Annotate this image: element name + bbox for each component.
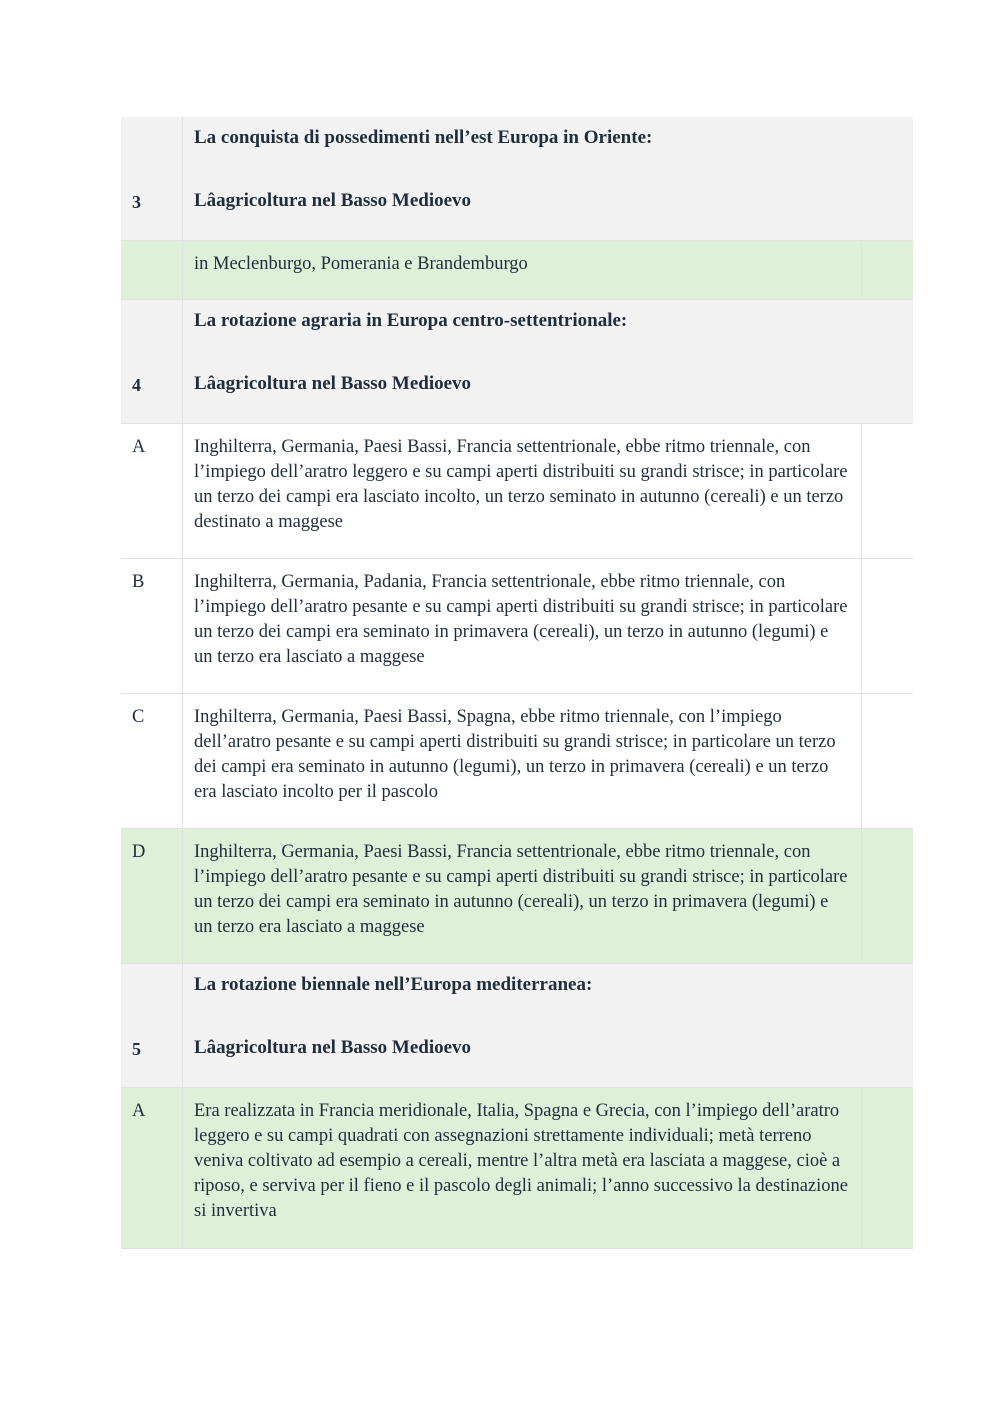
option-letter: B [121, 559, 183, 693]
answer-option[interactable] [121, 241, 913, 300]
question-number: 3 [132, 192, 141, 212]
question-header [121, 117, 913, 241]
question-header [121, 300, 913, 424]
question-subtitle: Lâagricoltura nel Basso Medioevo [194, 373, 472, 394]
option-letter [121, 241, 183, 299]
option-text: in Meclenburgo, Pomerania e Brandemburgo [194, 254, 528, 274]
answer-option[interactable] [121, 694, 913, 829]
question-title: La rotazione agraria in Europa centro-settentrionale: [194, 310, 628, 331]
option-text: Inghilterra, Germania, Padania, Francia settentrionale, ebbe ritmo triennale, con l’impiego dell’aratro pesante e su campi aperti distribuiti su grandi strisce; in particolare un terzo dei campi era seminato in primavera (cereali), un terzo in autunno (legumi) e un terzo era lasciato a maggese [194, 572, 848, 667]
answer-option[interactable] [121, 559, 913, 694]
question-number: 4 [132, 375, 141, 395]
question-title: La rotazione biennale nell’Europa mediterranea: [194, 974, 593, 995]
question-number: 5 [132, 1039, 141, 1059]
option-letter: A [121, 1088, 183, 1248]
option-text: Era realizzata in Francia meridionale, Italia, Spagna e Grecia, con l’impiego dell’aratro leggero e su campi quadrati con assegnazioni strettamente individuali; metà terreno veniva coltivato ad esempio a cereali, mentre l’altra metà era lasciata a maggese, cioè a riposo, e serviva per il fieno e il pascolo degli animali; l’anno successivo la destinazione si invertiva [194, 1101, 848, 1221]
quiz-table [121, 117, 913, 1249]
option-text: Inghilterra, Germania, Paesi Bassi, Francia settentrionale, ebbe ritmo triennale, con l’impiego dell’aratro pesante e su campi aperti distribuiti su grandi strisce; in particolare un terzo dei campi era seminato in autunno (cereali), un terzo in primavera (legumi) e un terzo era lasciato a maggese [194, 842, 848, 937]
option-letter: C [121, 694, 183, 828]
option-letter: D [121, 829, 183, 963]
answer-option[interactable] [121, 829, 913, 964]
question-header [121, 964, 913, 1088]
answer-option[interactable] [121, 424, 913, 559]
answer-option[interactable] [121, 1088, 913, 1249]
option-text: Inghilterra, Germania, Paesi Bassi, Francia settentrionale, ebbe ritmo triennale, con l’impiego dell’aratro leggero e su campi aperti distribuiti su grandi strisce; in particolare un terzo dei campi era lasciato incolto, un terzo seminato in autunno (cereali) e un terzo destinato a maggese [194, 437, 848, 532]
option-letter: A [121, 424, 183, 558]
question-title: La conquista di possedimenti nell’est Europa in Oriente: [194, 127, 653, 148]
question-subtitle: Lâagricoltura nel Basso Medioevo [194, 1037, 472, 1058]
option-text: Inghilterra, Germania, Paesi Bassi, Spagna, ebbe ritmo triennale, con l’impiego dell’aratro pesante e su campi aperti distribuiti su grandi strisce; in particolare un terzo dei campi era seminato in autunno (legumi), un terzo in primavera (cereali) e un terzo era lasciato incolto per il pascolo [194, 707, 836, 802]
question-subtitle: Lâagricoltura nel Basso Medioevo [194, 190, 472, 211]
